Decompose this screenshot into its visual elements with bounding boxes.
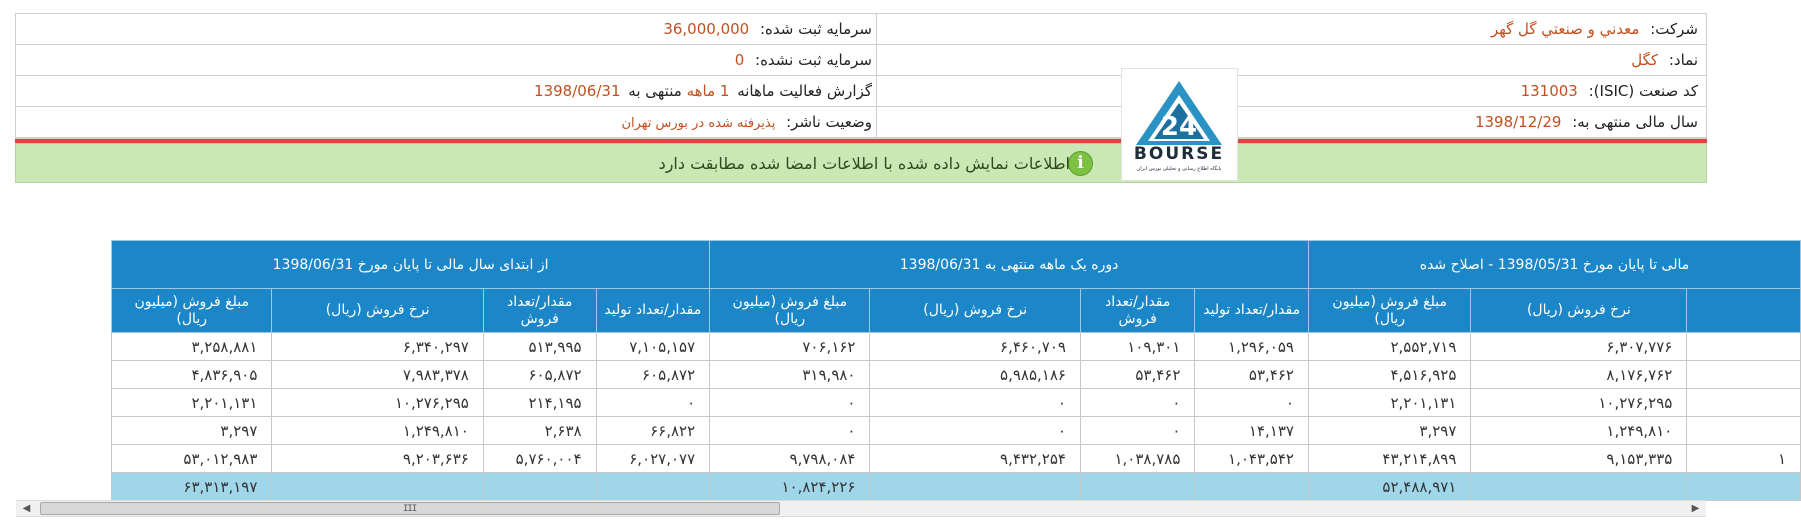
column-header: نرخ فروش (ریال) [870, 289, 1080, 333]
table-cell: ۰ [710, 417, 870, 445]
column-header: نرخ فروش (ریال) [272, 289, 483, 333]
unregistered-capital-label: سرمایه ثبت نشده: [755, 51, 872, 69]
group-header-previous: مالی تا پایان مورخ 1398/05/31 - اصلاح شده [1308, 241, 1800, 289]
isic-label: کد صنعت (ISIC): [1588, 82, 1698, 100]
table-cell: ۱,۰۳۸,۷۸۵ [1080, 445, 1194, 473]
total-cell: ۶۳,۳۱۳,۱۹۷ [112, 473, 272, 501]
table-cell: ۲۱۴,۱۹۵ [483, 389, 596, 417]
table-row[interactable] [112, 361, 1801, 389]
verification-alert [15, 143, 1707, 183]
table-cell: ۱۰۹,۳۰۱ [1080, 333, 1194, 361]
column-header: مقدار/تعداد فروش [483, 289, 596, 333]
column-header: نرخ فروش (ریال) [1471, 289, 1687, 333]
table-cell: ۱۰,۲۷۶,۲۹۵ [272, 389, 483, 417]
table-cell: ۰ [870, 417, 1080, 445]
column-header: مبلغ فروش (میلیون ریال) [1308, 289, 1470, 333]
scroll-right-arrow-icon[interactable]: ▶ [1691, 503, 1700, 514]
isic-cell [1521, 76, 1698, 106]
table-cell: ۰ [870, 389, 1080, 417]
table-cell: ۶۶,۸۲۲ [596, 417, 710, 445]
table-cell: ۱,۰۴۳,۵۴۲ [1195, 445, 1309, 473]
table-cell: ۲,۵۵۲,۷۱۹ [1308, 333, 1470, 361]
total-cell [1080, 473, 1194, 501]
table-cell: ۹,۱۵۳,۳۳۵ [1471, 445, 1687, 473]
table-row[interactable] [112, 333, 1801, 361]
total-cell [1687, 473, 1801, 501]
table-cell: ۶,۴۶۰,۷۰۹ [870, 333, 1080, 361]
group-header-ytd: از ابتدای سال مالی تا پایان مورخ 1398/06/31 [112, 241, 710, 289]
info-row [16, 76, 1706, 107]
totals-row [112, 473, 1801, 501]
table-cell: ۱,۲۴۹,۸۱۰ [1471, 417, 1687, 445]
table-cell: ۶,۳۴۰,۲۹۷ [272, 333, 483, 361]
company-value: معدني و صنعتي گل گهر [1490, 20, 1640, 38]
bourse-logo[interactable] [1121, 68, 1238, 181]
logo-word: BOURSE [1133, 144, 1225, 164]
column-header: مبلغ فروش (میلیون ریال) [710, 289, 870, 333]
group-header-month: دوره یک ماهه منتهی به 1398/06/31 [710, 241, 1309, 289]
table-cell: ۹,۲۰۳,۶۳۶ [272, 445, 483, 473]
logo-number: 24 [1160, 112, 1198, 142]
table-cell: ۶,۰۲۷,۰۷۷ [596, 445, 710, 473]
column-divider [876, 14, 877, 138]
table-cell: ۰ [1080, 389, 1194, 417]
unregistered-capital-value: 0 [734, 51, 745, 69]
total-cell [483, 473, 596, 501]
horizontal-scrollbar[interactable] [16, 500, 1706, 517]
logo-subtitle: پایگاه اطلاع رسانی و تحلیلی بورس ایران [1136, 166, 1222, 172]
report-prefix: گزارش فعالیت ماهانه [737, 82, 872, 100]
company-cell [1491, 14, 1698, 44]
alert-text: اطلاعات نمایش داده شده با اطلاعات امضا شده مطابقت دارد [658, 154, 1070, 173]
table-cell: ۰ [710, 389, 870, 417]
column-header: مقدار/تعداد فروش [1080, 289, 1194, 333]
table-cell: ۵۳,۴۶۲ [1195, 361, 1309, 389]
table-row[interactable] [112, 417, 1801, 445]
total-cell [272, 473, 483, 501]
table-cell: ۱۴,۱۳۷ [1195, 417, 1309, 445]
table-cell: ۶۰۵,۸۷۲ [483, 361, 596, 389]
total-cell [870, 473, 1080, 501]
report-months: 1 ماهه [686, 82, 730, 100]
table-row[interactable] [112, 445, 1801, 473]
info-row [16, 14, 1706, 45]
table-cell [1687, 389, 1801, 417]
table-cell: ۴,۸۳۶,۹۰۵ [112, 361, 272, 389]
table-cell: ۸,۱۷۶,۷۶۲ [1471, 361, 1687, 389]
table-cell: ۱۰,۲۷۶,۲۹۵ [1471, 389, 1687, 417]
table-cell: ۱ [1687, 445, 1801, 473]
report-mid: منتهی به [628, 82, 682, 100]
total-cell [596, 473, 710, 501]
symbol-value: کگل [1631, 51, 1659, 69]
table-cell: ۷,۱۰۵,۱۵۷ [596, 333, 710, 361]
scroll-thumb[interactable] [40, 502, 780, 515]
table-cell: ۵۱۳,۹۹۵ [483, 333, 596, 361]
table-cell: ۵۳,۴۶۲ [1080, 361, 1194, 389]
total-cell [1471, 473, 1687, 501]
info-icon: i [1068, 151, 1093, 176]
table-cell: ۷۰۶,۱۶۲ [710, 333, 870, 361]
fiscal-year-cell [1475, 107, 1698, 137]
table-cell: ۳,۲۵۸,۸۸۱ [112, 333, 272, 361]
fiscal-year-label: سال مالی منتهی به: [1572, 113, 1698, 131]
table-cell: ۶۰۵,۸۷۲ [596, 361, 710, 389]
table-cell: ۷,۹۸۳,۳۷۸ [272, 361, 483, 389]
registered-capital-label: سرمایه ثبت شده: [760, 20, 872, 38]
column-header: مبلغ فروش (میلیون ریال) [112, 289, 272, 333]
publisher-status-label: وضعیت ناشر: [786, 113, 872, 131]
table-row[interactable] [112, 389, 1801, 417]
company-label: شرکت: [1650, 20, 1698, 38]
column-header: مقدار/تعداد تولید [596, 289, 710, 333]
report-cell [534, 76, 872, 106]
table-cell: ۹,۴۳۲,۲۵۴ [870, 445, 1080, 473]
scroll-grip-icon: III [403, 504, 417, 514]
table-cell: ۵,۷۶۰,۰۰۴ [483, 445, 596, 473]
table-cell: ۵,۹۸۵,۱۸۶ [870, 361, 1080, 389]
table-cell [1687, 333, 1801, 361]
table-cell: ۹,۷۹۸,۰۸۴ [710, 445, 870, 473]
table-cell: ۴,۵۱۶,۹۲۵ [1308, 361, 1470, 389]
unregistered-capital-cell [735, 45, 872, 75]
table-cell [1687, 417, 1801, 445]
table-cell: ۲,۶۳۸ [483, 417, 596, 445]
table-cell: ۴۳,۲۱۴,۸۹۹ [1308, 445, 1470, 473]
company-info-panel [15, 13, 1707, 139]
table-cell: ۵۳,۰۱۲,۹۸۳ [112, 445, 272, 473]
total-cell [1195, 473, 1309, 501]
table-cell: ۲,۲۰۱,۱۳۱ [112, 389, 272, 417]
info-row [16, 107, 1706, 138]
total-cell: ۵۲,۴۸۸,۹۷۱ [1308, 473, 1470, 501]
sales-table [111, 240, 1801, 501]
total-cell: ۱۰,۸۲۴,۲۲۶ [710, 473, 870, 501]
table-cell: ۳,۲۹۷ [112, 417, 272, 445]
sales-table-container[interactable] [16, 240, 1786, 496]
table-cell: ۱,۲۴۹,۸۱۰ [272, 417, 483, 445]
fiscal-year-value: 1398/12/29 [1474, 113, 1562, 131]
table-cell: ۳,۲۹۷ [1308, 417, 1470, 445]
table-cell: ۱,۲۹۶,۰۵۹ [1195, 333, 1309, 361]
table-cell: ۰ [1080, 417, 1194, 445]
report-date: 1398/06/31 [534, 82, 621, 100]
info-row [16, 45, 1706, 76]
publisher-status-cell [621, 107, 872, 137]
isic-value: 131003 [1520, 82, 1578, 100]
table-cell: ۲,۲۰۱,۱۳۱ [1308, 389, 1470, 417]
table-cell: ۶,۳۰۷,۷۷۶ [1471, 333, 1687, 361]
registered-capital-cell [663, 14, 872, 44]
symbol-cell [1631, 45, 1698, 75]
column-header [1687, 289, 1801, 333]
table-cell: ۰ [1195, 389, 1309, 417]
table-cell: ۰ [596, 389, 710, 417]
table-cell [1687, 361, 1801, 389]
table-cell: ۳۱۹,۹۸۰ [710, 361, 870, 389]
publisher-status-value: پذیرفته شده در بورس تهران [621, 116, 776, 131]
registered-capital-value: 36,000,000 [663, 20, 750, 38]
column-header: مقدار/تعداد تولید [1195, 289, 1309, 333]
symbol-label: نماد: [1668, 51, 1698, 69]
scroll-left-arrow-icon[interactable]: ◀ [22, 503, 31, 514]
